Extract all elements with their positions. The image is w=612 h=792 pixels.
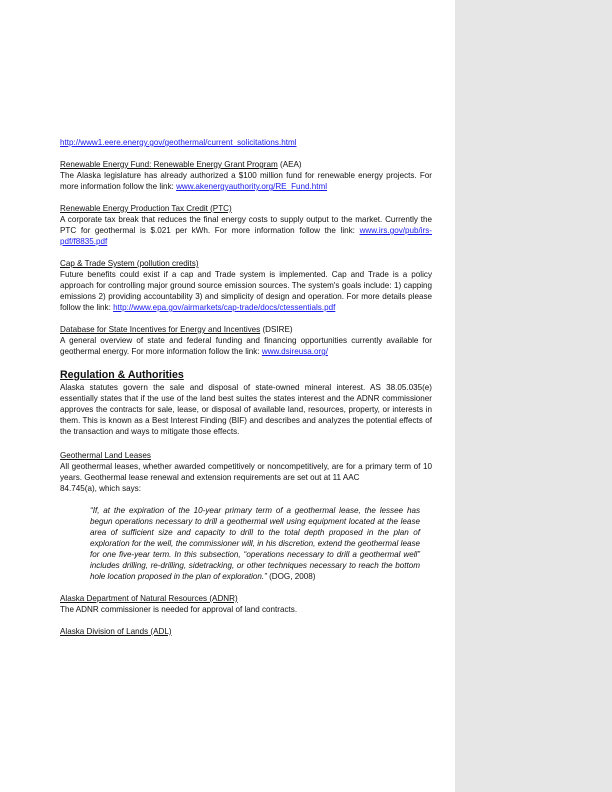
re-fund-title: Renewable Energy Fund: Renewable Energy Grant Program <box>60 160 278 169</box>
ptc-heading: Renewable Energy Production Tax Credit (PTC) <box>60 204 232 213</box>
re-fund-paragraph <box>60 170 432 192</box>
cap-heading: Cap & Trade System (pollution credits) <box>60 259 199 268</box>
re-fund-suffix: (AEA) <box>277 160 302 169</box>
lease-quote-text: “If, at the expiration of the 10-year primary term of a geothermal lease, the lessee has begun operations necessary to drill a geothermal well using equipment located at the lease area of sufficient size and capacity to drill to the total depth proposed in the plan of exploration for the well, the commissioner will, in his discretion, extend the geothermal lease for one five-year term. In this subsection, “operations necessary to drill a geothermal well” includes drilling, re-drilling, sidetracking, or other techniques necessary to reach the bottom hole location proposed in the plan of exploration.” <box>90 506 420 581</box>
comment-margin-panel <box>455 0 612 792</box>
re-fund-text: The Alaska legislature has already authorized a $100 million fund for renewable energy projects. For more information follow the link: <box>60 171 432 191</box>
re-fund-link[interactable]: www.akenergyauthority.org/RE_Fund.html <box>176 182 328 191</box>
leases-line1: All geothermal leases, whether awarded competitively or noncompetitively, are for a primary term of 10 years. Geothermal lease renewal and extension requirements are set out at 11 AAC <box>60 462 432 482</box>
leases-line2: 84.745(a), which says: <box>60 484 141 493</box>
dsire-title: Database for State Incentives for Energy and Incentives <box>60 325 261 334</box>
leases-heading: Geothermal Land Leases <box>60 451 151 460</box>
adnr-paragraph: The ADNR commissioner is needed for approval of land contracts. <box>60 605 298 614</box>
lease-quote <box>90 505 420 582</box>
cap-paragraph <box>60 269 432 313</box>
dsire-text: A general overview of state and federal funding and financing opportunities currently available for geothermal energy. For more information follow the link: <box>60 336 432 356</box>
re-fund-heading <box>60 159 432 170</box>
dsire-paragraph <box>60 335 432 357</box>
adnr-heading: Alaska Department of Natural Resources (ADNR) <box>60 594 238 603</box>
dsire-link[interactable]: www.dsireusa.org/ <box>261 347 328 356</box>
dsire-suffix: (DSIRE) <box>260 325 293 334</box>
solicitations-link[interactable]: http://www1.eere.energy.gov/geothermal/current_solicitations.html <box>60 138 297 147</box>
regulation-paragraph: Alaska statutes govern the sale and disposal of state-owned mineral interest. AS 38.05.035(e) essentially states that if the use of the land best suites the states interest and the ADNR commissioner approves the contracts for sale, lease, or disposal of available land, resources, property, or interests in them. This is known as a Best Interest Finding (BIF) and describes and analyzes the potential effects of the transaction and ways to mitigate those effects. <box>60 383 432 436</box>
epa-link[interactable]: http://www.epa.gov/airmarkets/cap-trade/docs/ctessentials.pdf <box>113 303 336 312</box>
irs-link[interactable]: www.irs.gov/pub/irs-pdf/f8835.pdf <box>60 226 432 246</box>
cap-text: Future benefits could exist if a cap and Trade system is implemented. Cap and Trade is a policy approach for controlling major ground source emission sources. The system's goals include: 1) capping emissions 2) providing accountability 3) and simplicity of design and operation. For more details please follow the link: <box>60 270 432 312</box>
ptc-text: A corporate tax break that reduces the final energy costs to supply output to the market. Currently the PTC for geothermal is $.021 per kWh. For more information follow the link: <box>60 215 432 235</box>
ptc-paragraph <box>60 214 432 247</box>
adl-heading: Alaska Division of Lands (ADL) <box>60 627 172 636</box>
regulation-heading: Regulation & Authorities <box>60 369 184 381</box>
dsire-heading <box>60 324 432 335</box>
document-body <box>60 137 432 637</box>
lease-citation: (DOG, 2008) <box>266 572 316 581</box>
